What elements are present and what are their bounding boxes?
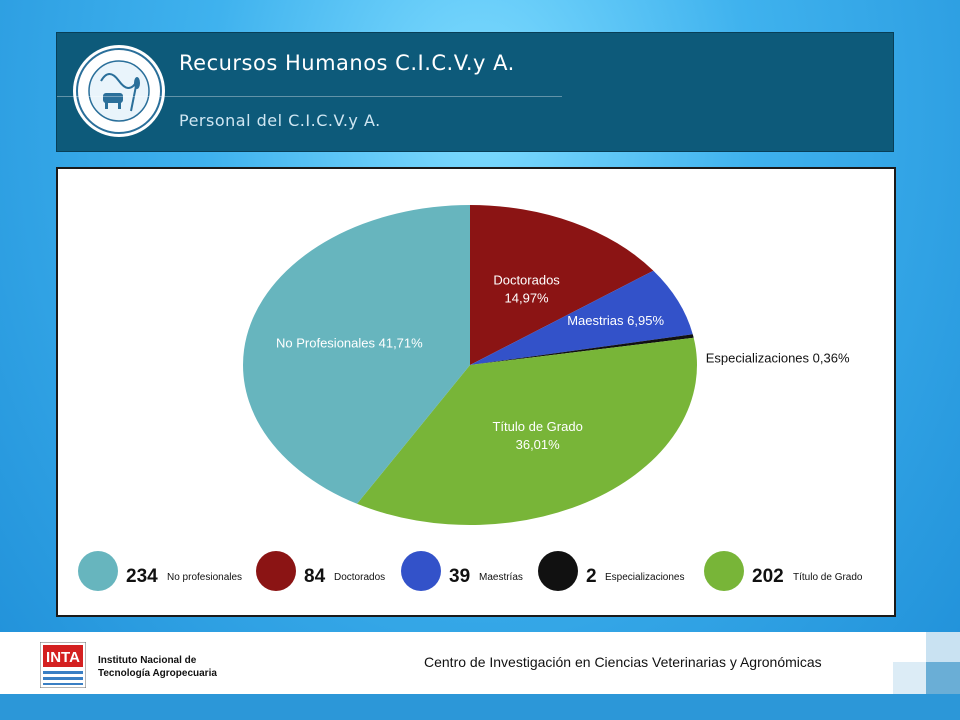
legend-swatch-doctorados (256, 551, 296, 591)
legend-label-no-profesionales: No profesionales (167, 572, 243, 583)
legend-label-doctorados: Doctorados (334, 572, 386, 583)
inta-name-line1: Instituto Nacional de (98, 655, 197, 666)
legend-count-titulo-de-grado: 202 (752, 566, 784, 587)
footer-bar (0, 694, 960, 720)
footer-deco-block (926, 632, 960, 662)
footer (0, 632, 960, 694)
legend-count-especializaciones: 2 (586, 566, 597, 587)
data-label-titulo-de-grado: Título de Grado (492, 419, 583, 435)
data-label-percent-titulo-de-grado: 36,01% (515, 437, 560, 453)
slide-header (56, 32, 894, 152)
legend-swatch-especializaciones (538, 551, 578, 591)
chart-panel (56, 167, 896, 617)
legend-swatch-no-profesionales (78, 551, 118, 591)
inta-logo-text: INTA (46, 649, 80, 666)
cicvya-logo-icon (71, 43, 167, 139)
legend-count-no-profesionales: 234 (126, 566, 158, 587)
footer-deco-block (926, 662, 960, 694)
legend-label-maestrias: Maestrías (479, 572, 523, 583)
slide-subtitle: Personal del C.I.C.V.y A. (179, 111, 381, 130)
legend-swatch-maestrias (401, 551, 441, 591)
legend-label-especializaciones: Especializaciones (605, 572, 685, 583)
data-label-especializaciones: Especializaciones 0,36% (705, 350, 850, 366)
legend-label-titulo-de-grado: Título de Grado (793, 572, 863, 583)
legend-count-maestrias: 39 (449, 566, 471, 587)
data-label-percent-doctorados: 14,97% (504, 290, 549, 306)
data-label-doctorados: Doctorados (493, 272, 560, 288)
legend-count-doctorados: 84 (304, 566, 326, 587)
inta-logo-icon (40, 642, 86, 688)
inta-name (98, 654, 217, 680)
data-label-no-profesionales: No Profesionales 41,71% (276, 335, 423, 351)
data-label-maestrias: Maestrias 6,95% (567, 313, 665, 329)
center-name: Centro de Investigación en Ciencias Veterinarias y Agronómicas (424, 654, 822, 670)
slide-title: Recursos Humanos C.I.C.V.y A. (179, 51, 515, 75)
legend-swatch-titulo-de-grado (704, 551, 744, 591)
inta-name-line2: Tecnología Agropecuaria (98, 668, 217, 679)
pie-chart (58, 169, 894, 615)
header-divider (57, 96, 562, 97)
